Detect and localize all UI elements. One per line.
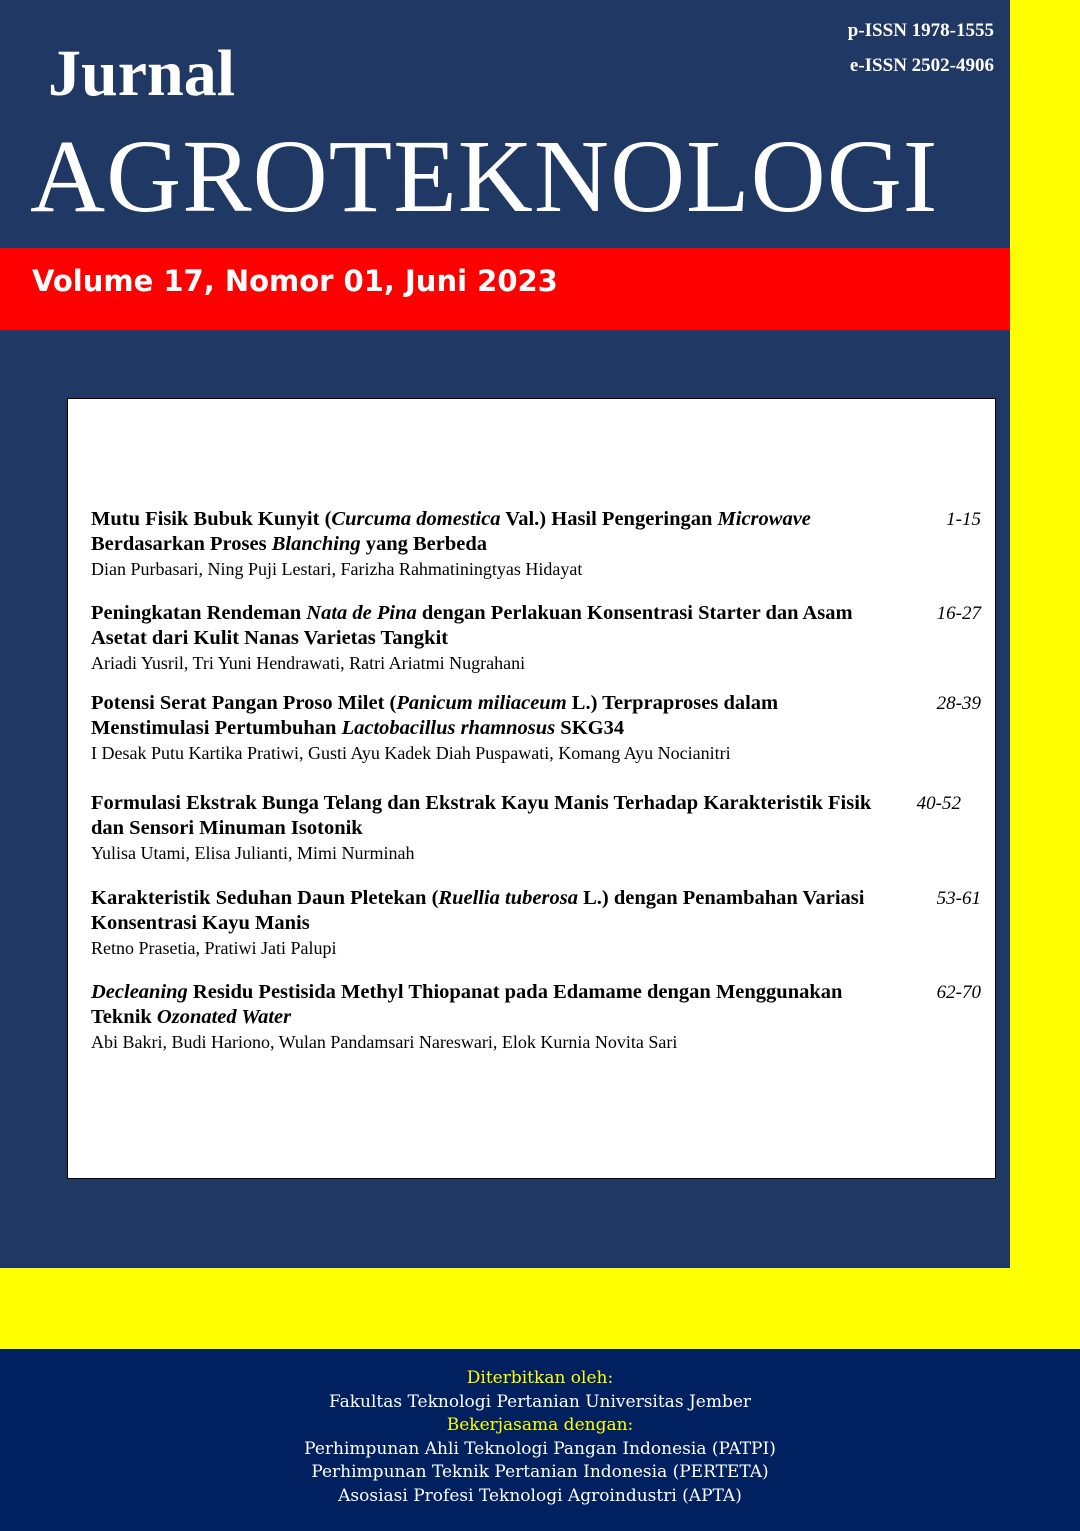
p-issn: p-ISSN 1978-1555 (847, 20, 994, 41)
toc-title-segment: Blanching (271, 533, 361, 555)
toc-entry (91, 507, 981, 581)
toc-title-segment: Formulasi Ekstrak Bunga Telang dan Ekstrak Kayu Manis Terhadap Karakteristik Fisik dan Sensori Minuman Isotonik (91, 792, 872, 839)
volume-label: Volume 17, Nomor 01, Juni 2023 (32, 264, 558, 298)
toc-entry-authors: I Desak Putu Kartika Pratiwi, Gusti Ayu Kadek Diah Puspawati, Komang Ayu Nocianitri (91, 743, 731, 763)
publisher-info (0, 1367, 1080, 1508)
partner-name: Perhimpunan Teknik Pertanian Indonesia (PERTETA) (311, 1462, 769, 1482)
journal-title-small: Jurnal (48, 37, 236, 110)
toc-entry (91, 886, 981, 960)
toc-title-segment: dengan Perlakuan Konsentrasi Starter dan Asam Asetat dari Kulit Nanas Varietas Tangkit (91, 602, 853, 649)
toc-entry-pages: 40-52 (916, 793, 961, 814)
toc-title-segment: Nata de Pina (306, 602, 417, 624)
partners-label: Bekerjasama dengan: (446, 1415, 634, 1435)
toc-title-segment: Curcuma domestica (331, 508, 501, 530)
toc-title-segment: Peningkatan Rendeman (91, 602, 307, 624)
toc-entry (91, 601, 981, 675)
toc-entry-title (91, 601, 891, 651)
toc-entry-pages: 53-61 (936, 888, 981, 909)
toc-title-segment: yang Berbeda (360, 533, 488, 555)
toc-title-segment: Potensi Serat Pangan Proso Milet ( (91, 692, 397, 714)
toc-title-segment: SKG34 (555, 717, 625, 739)
published-by-label: Diterbitkan oleh: (466, 1368, 614, 1388)
toc-title-segment: Decleaning (91, 981, 188, 1003)
toc-title-segment: Ruellia tuberosa (438, 887, 578, 909)
toc-entry-authors: Retno Prasetia, Pratiwi Jati Palupi (91, 938, 337, 958)
toc-title-segment: Mutu Fisik Bubuk Kunyit ( (91, 508, 332, 530)
toc-entry-title (91, 691, 891, 741)
journal-title-large: AGROTEKNOLOGI (30, 119, 939, 234)
toc-entry-pages: 16-27 (936, 603, 981, 624)
toc-entry (91, 980, 981, 1054)
toc-entry-authors: Abi Bakri, Budi Hariono, Wulan Pandamsari Nareswari, Elok Kurnia Novita Sari (91, 1032, 678, 1052)
toc-entry-title (91, 980, 891, 1030)
toc-entry (91, 691, 981, 765)
toc-entry-pages: 62-70 (936, 982, 981, 1003)
toc-entry (91, 791, 981, 865)
toc-entry-title (91, 791, 891, 841)
toc-entry-pages: 1-15 (946, 509, 981, 530)
table-of-contents (67, 398, 996, 1179)
toc-entry-authors: Yulisa Utami, Elisa Julianti, Mimi Nurminah (91, 843, 415, 863)
toc-title-segment: Berdasarkan Proses (91, 533, 272, 555)
toc-title-segment: Karakteristik Seduhan Daun Pletekan ( (91, 887, 439, 909)
e-issn: e-ISSN 2502-4906 (849, 55, 994, 76)
partner-name: Perhimpunan Ahli Teknologi Pangan Indonesia (PATPI) (304, 1438, 776, 1459)
toc-title-segment: L.) dengan Penambahan Variasi Konsentrasi Kayu Manis (91, 887, 865, 934)
volume-banner (0, 248, 1010, 330)
toc-title-segment: Microwave (717, 508, 811, 530)
toc-title-segment: Ozonated Water (156, 1006, 292, 1028)
toc-title-segment: Lactobacillus rhamnosus (341, 717, 556, 739)
toc-title-segment: L.) Terpraproses dalam Menstimulasi Pertumbuhan (91, 692, 779, 739)
toc-title-segment: Panicum miliaceum (396, 692, 567, 714)
toc-entry-authors: Ariadi Yusril, Tri Yuni Hendrawati, Ratri Ariatmi Nugrahani (91, 653, 526, 673)
toc-entry-title (91, 507, 891, 557)
toc-entry-title (91, 886, 891, 936)
toc-entry-authors: Dian Purbasari, Ning Puji Lestari, Farizha Rahmatiningtyas Hidayat (91, 559, 583, 579)
publisher-name: Fakultas Teknologi Pertanian Universitas Jember (328, 1391, 752, 1412)
toc-title-segment: Val.) Hasil Pengeringan (500, 508, 718, 530)
toc-entry-pages: 28-39 (936, 693, 981, 714)
toc-title-segment: Residu Pestisida Methyl Thiopanat pada Edamame dengan Menggunakan Teknik (91, 981, 843, 1028)
partner-name: Asosiasi Profesi Teknologi Agroindustri (APTA) (338, 1485, 742, 1506)
